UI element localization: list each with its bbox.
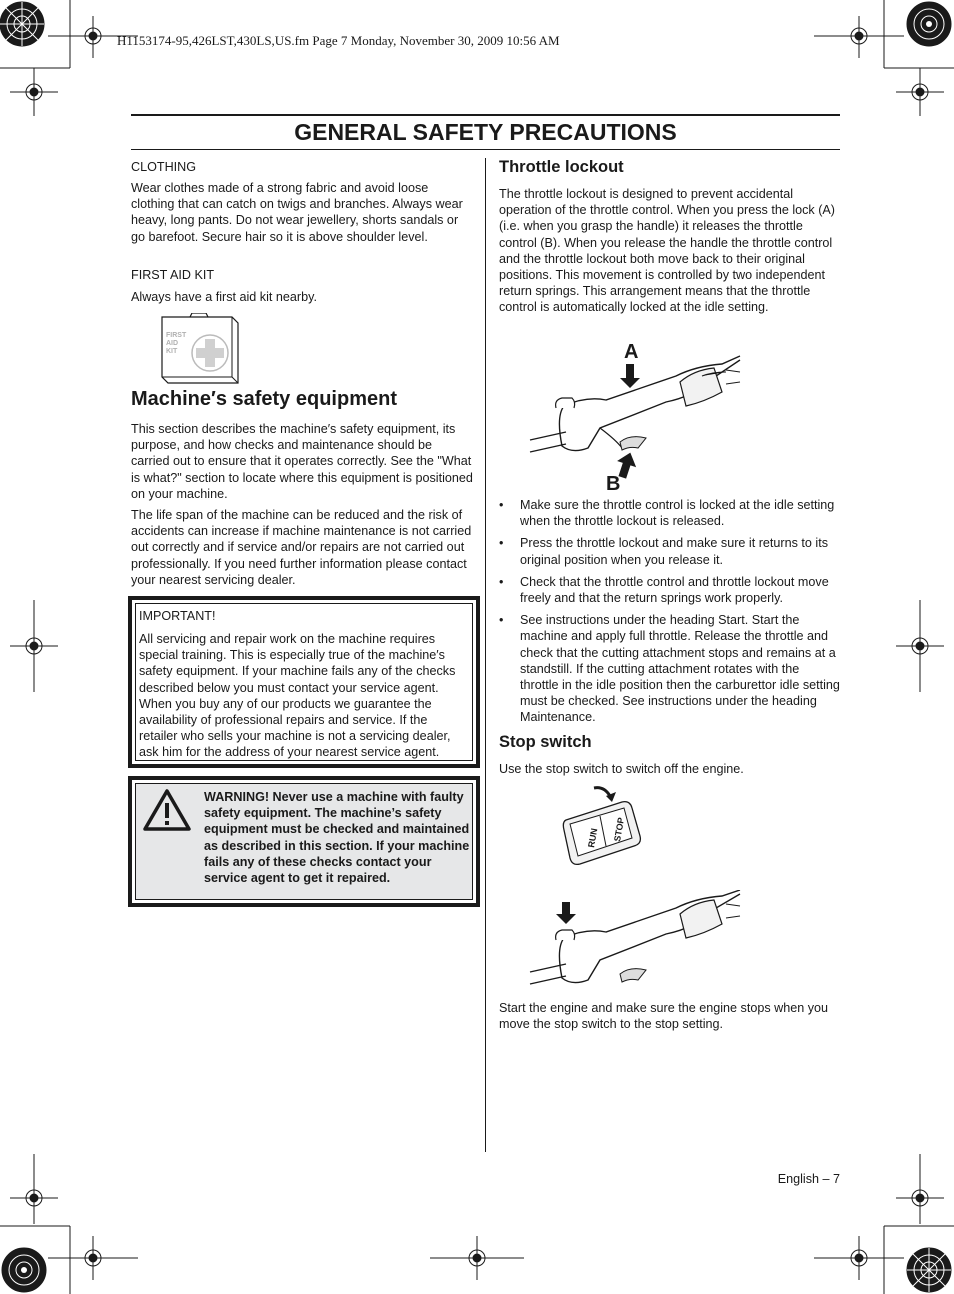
stop-switch-text: Use the stop switch to switch off the engine. — [499, 762, 744, 776]
page-number: English – 7 — [777, 1172, 840, 1186]
warning-text: WARNING! Never use a machine with faulty safety equipment. The machine’s safety equipment must be checked and maintained as described in this section. If your machine fails any of these checks contact your service agent to get it repaired. — [204, 790, 470, 886]
first-aid-heading: FIRST AID KIT — [131, 268, 215, 282]
important-label: IMPORTANT! — [139, 609, 216, 623]
important-box — [128, 596, 480, 768]
arrow-down-icon — [620, 364, 640, 388]
file-header: H1153174-95,426LST,430LS,US.fm Page 7 Monday, November 30, 2009 10:56 AM — [117, 33, 560, 48]
title-rule-top — [131, 114, 840, 116]
list-item: • Check that the throttle control and throttle lockout move freely and that the return springs work properly. — [499, 574, 841, 606]
column-divider — [485, 158, 486, 1152]
title-rule-bottom — [131, 149, 840, 150]
list-item: • Press the throttle lockout and make sure it returns to its original position when you release it. — [499, 535, 841, 567]
clothing-text: Wear clothes made of a strong fabric and avoid loose clothing that can catch on twigs and branches. Always wear heavy, long pants. Do not wear jewellery, shorts sandals or go barefoot. Secure hair so it is above shoulder level. — [131, 181, 463, 244]
throttle-checklist — [499, 497, 841, 732]
label-b: B — [606, 473, 621, 495]
kit-label-1: FIRST — [166, 332, 187, 339]
list-item: • See instructions under the heading Start. Start the machine and apply full throttle. Release the throttle and check that the cutting attachment stops and remains at a standstill. If the cutting attachment rotates with the throttle in the idle position then the carburettor idle setting must be checked. See instructions under the heading Maintenance. — [499, 612, 841, 725]
kit-label-2: AID — [166, 340, 179, 347]
important-text: All servicing and repair work on the machine requires special training. This is especially true of the machine′s safety equipment. If your machine fails any of the checks described below you must contact your service agent. When you buy any of our products we guarantee the availability of professional repairs and service. If the retailer who sells your machine is not a servicing dealer, ask him for the address of your nearest service agent. — [139, 632, 456, 760]
switch-stop-label: STOP — [612, 816, 627, 843]
stop-switch-text-2: Start the engine and make sure the engine stops when you move the stop switch to the stop setting. — [499, 1001, 829, 1032]
stop-switch-title: Stop switch — [499, 733, 592, 751]
warning-box — [128, 776, 480, 907]
registration-rosette-icon — [0, 2, 44, 46]
throttle-lockout-text: The throttle lockout is designed to prevent accidental operation of the throttle control. When you press the lock (A) (i.e. when you grasp the handle) it releases the throttle control (B). When you release the handle the throttle control and the throttle lockout both move back to their original positions. This movement is controlled by two independent return springs. This arrangement means that the throttle control is automatically locked at the idle setting. — [499, 187, 836, 315]
stop-switch-icon — [560, 782, 646, 872]
section-title-safety-equipment: Machine′s safety equipment — [131, 388, 397, 410]
throttle-lockout-title: Throttle lockout — [499, 158, 624, 176]
switch-run-label: RUN — [586, 827, 600, 849]
clothing-heading: CLOTHING — [131, 160, 197, 174]
warning-triangle-icon — [142, 788, 192, 832]
first-aid-kit-icon — [158, 313, 244, 385]
arrow-down-icon — [556, 902, 576, 924]
page-title: GENERAL SAFETY PRECAUTIONS — [294, 119, 677, 145]
label-a: A — [624, 341, 639, 363]
stop-switch-handle-illustration — [526, 890, 746, 994]
safety-para-2: The life span of the machine can be reduced and the risk of accidents can increase if machine maintenance is not carried out correctly and if service and/or repairs are not carried out professionally. If you need further information please contact your nearest servicing dealer. — [131, 508, 472, 587]
kit-label-3: KIT — [166, 348, 178, 355]
safety-para-1: This section describes the machine′s safety equipment, its purpose, and how checks and maintenance should be carried out to ensure that it operates correctly. See the "What is what?" section to locate where this equipment is positioned on your machine. — [131, 422, 473, 501]
throttle-handle-illustration — [526, 336, 746, 496]
list-item: • Make sure the throttle control is locked at the idle setting when the throttle lockout is released. — [499, 497, 841, 529]
first-aid-text: Always have a first aid kit nearby. — [131, 290, 317, 304]
